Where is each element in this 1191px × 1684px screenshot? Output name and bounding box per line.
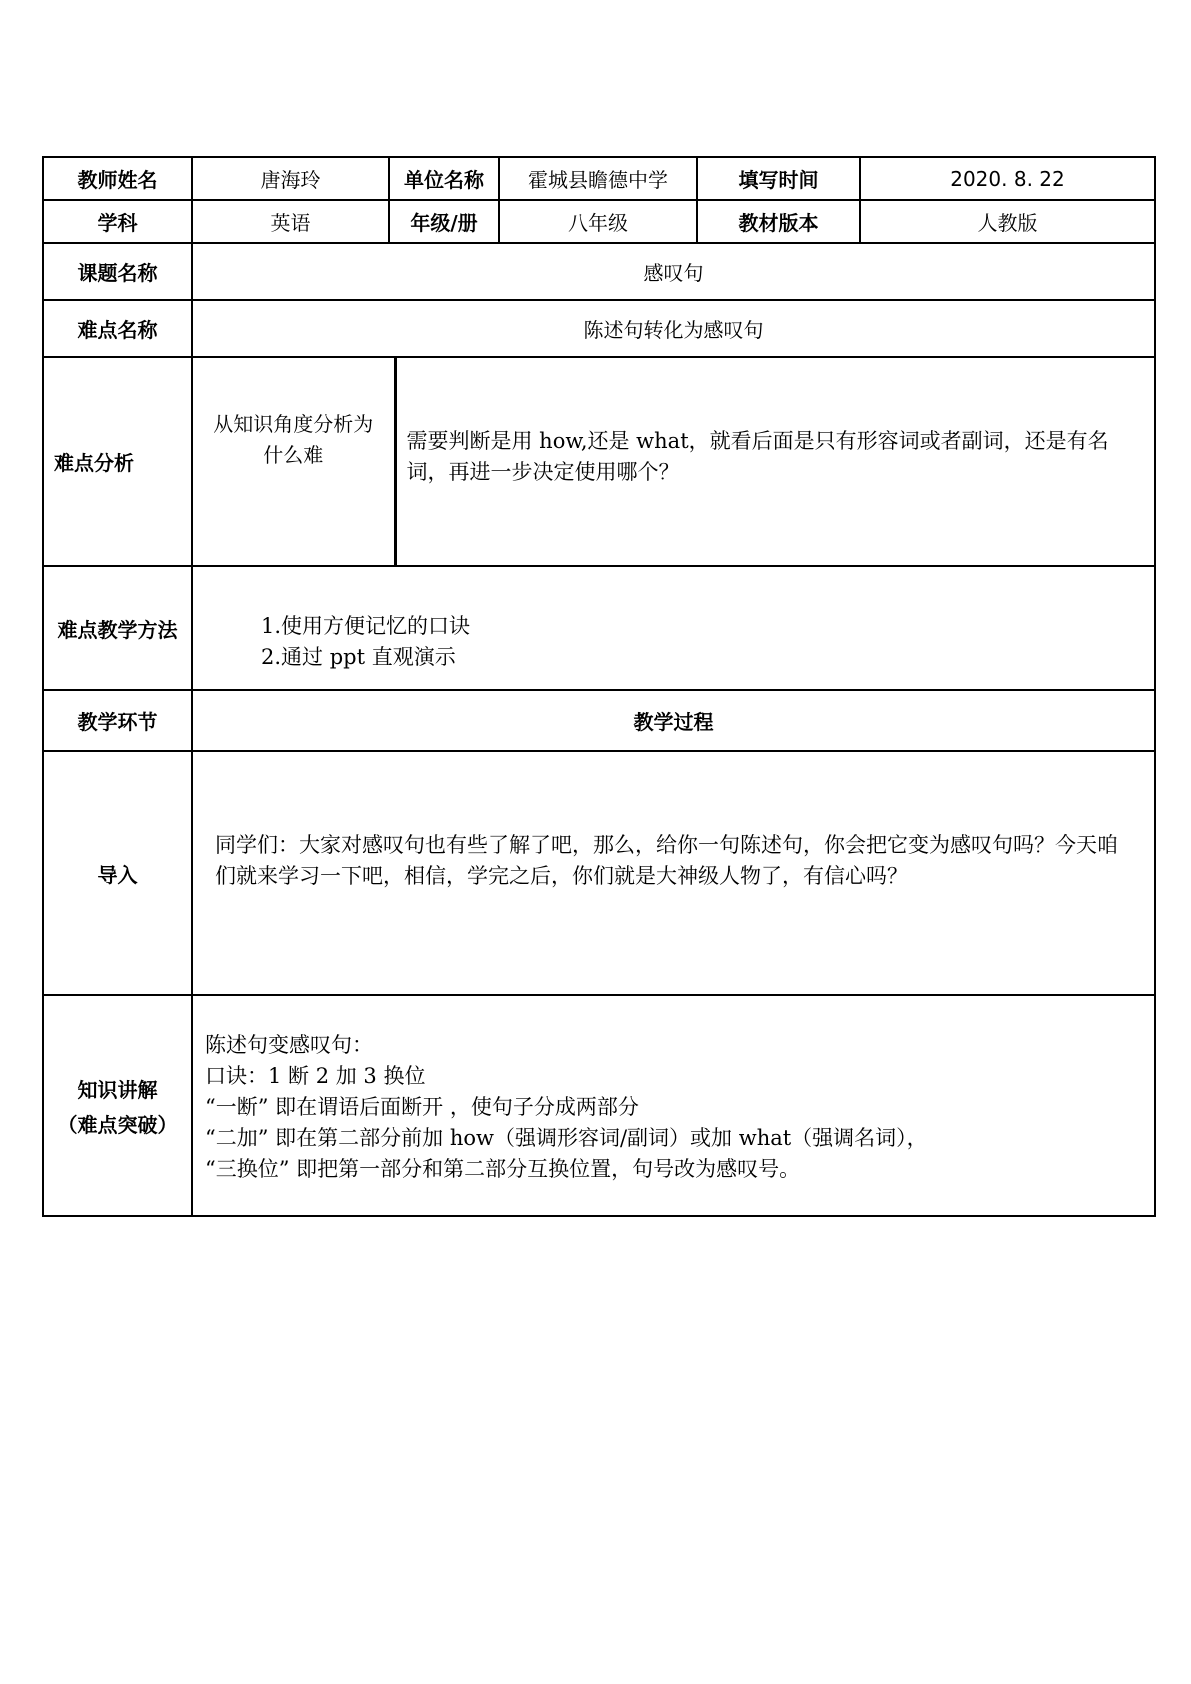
knowledge-line: “一断” 即在谓语后面断开 ，使句子分成两部分 bbox=[205, 1095, 639, 1119]
subject-value: 英语 bbox=[192, 200, 389, 243]
knowledge-content bbox=[192, 995, 1155, 1216]
method-content bbox=[192, 566, 1155, 690]
process-header-row bbox=[43, 690, 1155, 751]
difficulty-row bbox=[43, 300, 1155, 357]
method-item: 2.通过 ppt 直观演示 bbox=[261, 645, 456, 669]
knowledge-label-line2: （难点突破） bbox=[57, 1112, 178, 1137]
method-label: 难点教学方法 bbox=[43, 566, 192, 690]
knowledge-line: 陈述句变感叹句： bbox=[205, 1033, 373, 1057]
intro-label: 导入 bbox=[43, 751, 192, 995]
grade-value: 八年级 bbox=[499, 200, 697, 243]
analysis-sub-label: 从知识角度分析为什么难 bbox=[193, 358, 395, 565]
header-row-2 bbox=[43, 200, 1155, 243]
analysis-text: 需要判断是用 how,还是 what，就看后面是只有形容词或者副词，还是有名词，再进一步决定使用哪个？ bbox=[406, 429, 1109, 484]
difficulty-value: 陈述句转化为感叹句 bbox=[192, 300, 1155, 357]
topic-value: 感叹句 bbox=[192, 243, 1155, 300]
method-row bbox=[43, 566, 1155, 690]
knowledge-label-line1: 知识讲解 bbox=[77, 1077, 158, 1102]
intro-row bbox=[43, 751, 1155, 995]
analysis-row bbox=[43, 357, 1155, 566]
edition-value: 人教版 bbox=[860, 200, 1155, 243]
edition-label: 教材版本 bbox=[697, 200, 860, 243]
date-label: 填写时间 bbox=[697, 157, 860, 200]
method-list bbox=[193, 611, 1154, 673]
subject-label: 学科 bbox=[43, 200, 192, 243]
unit-value: 霍城县瞻德中学 bbox=[499, 157, 697, 200]
teacher-label: 教师姓名 bbox=[43, 157, 192, 200]
method-item: 1.使用方便记忆的口诀 bbox=[261, 614, 471, 638]
header-row-1 bbox=[43, 157, 1155, 200]
knowledge-line: “二加” 即在第二部分前加 how（强调形容词/副词）或加 what（强调名词）， bbox=[205, 1126, 928, 1150]
lesson-plan-table bbox=[42, 156, 1156, 1217]
analysis-label: 难点分析 bbox=[43, 357, 192, 566]
process-stage-label: 教学环节 bbox=[43, 690, 192, 751]
unit-label: 单位名称 bbox=[389, 157, 499, 200]
teacher-value: 唐海玲 bbox=[192, 157, 389, 200]
analysis-inner-table bbox=[193, 358, 1154, 565]
process-value: 教学过程 bbox=[192, 690, 1155, 751]
intro-text: 同学们：大家对感叹句也有些了解了吧，那么，给你一句陈述句，你会把它变为感叹句吗？今天咱们就来学习一下吧，相信，学完之后，你们就是大神级人物了，有信心吗？ bbox=[192, 751, 1155, 995]
lesson-plan-sheet bbox=[42, 156, 1154, 1217]
analysis-content bbox=[192, 357, 1155, 566]
topic-row bbox=[43, 243, 1155, 300]
knowledge-line: “三换位” 即把第一部分和第二部分互换位置，句号改为感叹号。 bbox=[205, 1157, 801, 1181]
knowledge-line: 口诀：1 断 2 加 3 换位 bbox=[205, 1064, 426, 1088]
knowledge-label bbox=[43, 995, 192, 1216]
grade-label: 年级/册 bbox=[389, 200, 499, 243]
topic-label: 课题名称 bbox=[43, 243, 192, 300]
date-value: 2020. 8. 22 bbox=[860, 157, 1155, 200]
difficulty-label: 难点名称 bbox=[43, 300, 192, 357]
knowledge-row bbox=[43, 995, 1155, 1216]
